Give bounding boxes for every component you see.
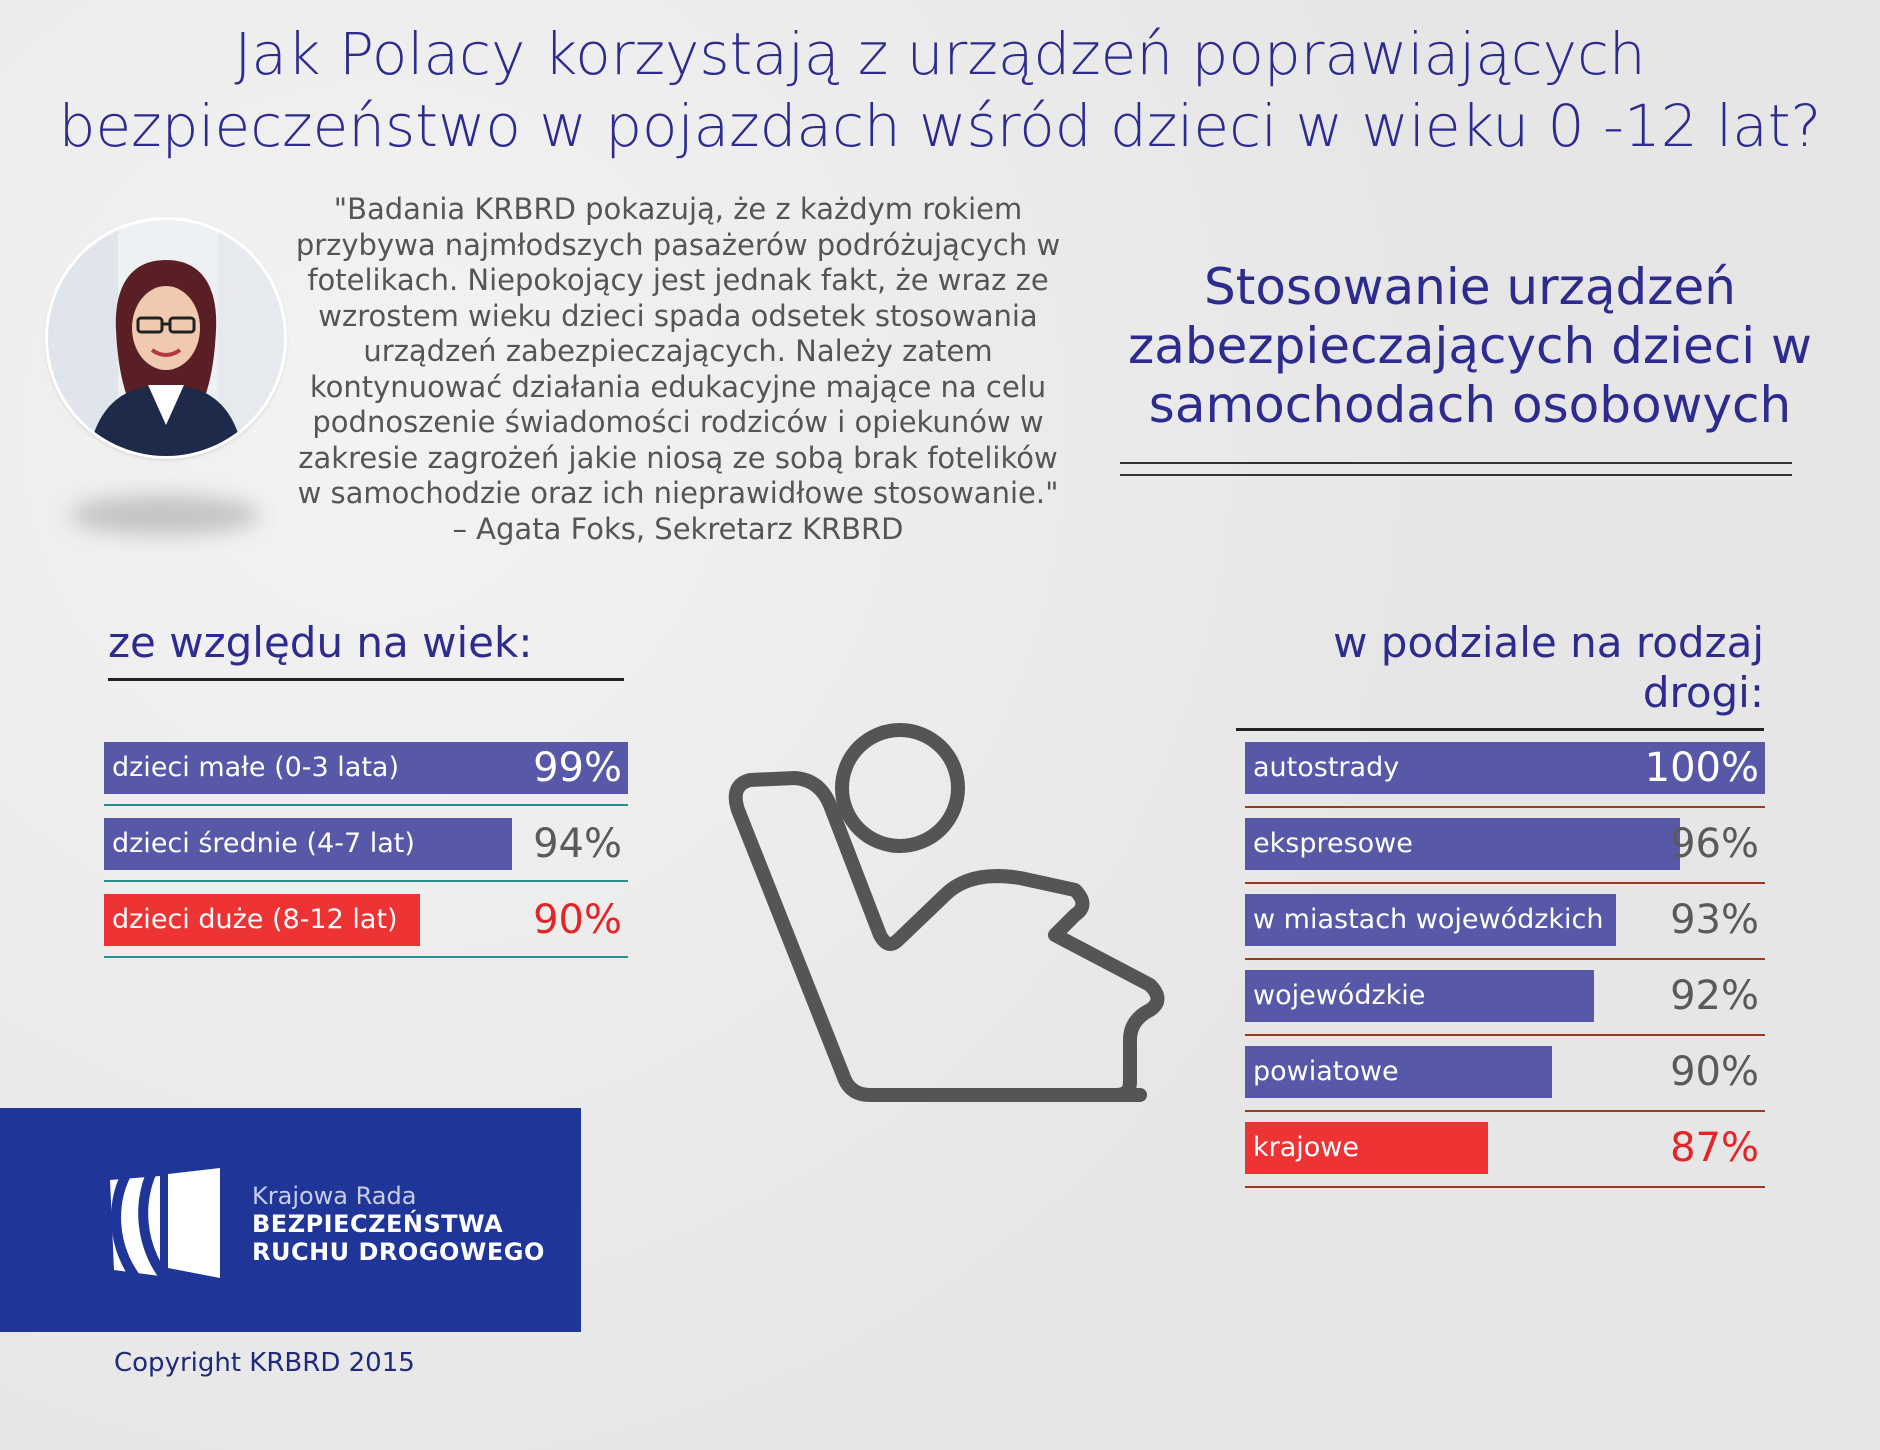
bar: krajowe — [1245, 1122, 1488, 1174]
row-divider — [104, 804, 628, 806]
logo-line-1: Krajowa Rada — [252, 1182, 417, 1210]
logo-line-2: BEZPIECZEŃSTWA — [252, 1210, 504, 1238]
bar-row — [104, 818, 628, 894]
bar-row — [1245, 894, 1765, 970]
title-line-1: Jak Polacy korzystają z urządzeń poprawiających — [234, 20, 1646, 88]
bar: w miastach wojewódzkich — [1245, 894, 1616, 946]
bar-value-label: 90% — [1670, 1049, 1759, 1095]
quote-text: "Badania KRBRD pokazują, że z każdym rokiem przybywa najmłodszych pasażerów podróżujących w fotelikach. Niepokojący jest jednak fakt, że wraz ze wzrostem wieku dzieci spada odsetek stosowania urządzeń zabezpieczających. Należy zatem kontynuować działania edukacyjne mające na celu podnoszenie świadomości rodziców i opiekunów w zakresie zagrożeń jakie niosą ze sobą brak fotelików w samochodzie oraz ich nieprawidłowe stosowanie." — [295, 192, 1061, 510]
section-subtitle: Stosowanie urządzeń zabezpieczających dzieci w samochodach osobowych — [1128, 258, 1812, 434]
bar-value-label: 87% — [1670, 1125, 1759, 1171]
bar-value-label: 92% — [1670, 973, 1759, 1019]
title-line-2: bezpieczeństwo w pojazdach wśród dzieci w wieku 0 -12 lat? — [58, 92, 1822, 160]
bar: wojewódzkie — [1245, 970, 1594, 1022]
bar-value-label: 90% — [533, 897, 622, 943]
road-chart-title: w podziale na rodzaj drogi: — [1236, 618, 1764, 731]
bar-value-label: 94% — [533, 821, 622, 867]
bar-row — [1245, 1046, 1765, 1122]
logo-line-3: RUCHU DROGOWEGO — [252, 1238, 545, 1266]
bar: dzieci średnie (4-7 lat) — [104, 818, 512, 870]
avatar — [48, 220, 284, 456]
bar-row — [1245, 742, 1765, 818]
bar-value-label: 99% — [533, 745, 622, 791]
double-divider — [1120, 462, 1792, 476]
quote-block — [282, 192, 1074, 547]
row-divider — [1245, 882, 1765, 884]
bar: powiatowe — [1245, 1046, 1552, 1098]
bar-row — [1245, 970, 1765, 1046]
krbrd-logo-text — [252, 1182, 545, 1266]
row-divider — [1245, 1110, 1765, 1112]
bar: autostrady — [1245, 742, 1765, 794]
bar-row — [1245, 818, 1765, 894]
person-portrait-icon — [48, 220, 284, 456]
bar-row — [1245, 1122, 1765, 1198]
bar: dzieci małe (0-3 lata) — [104, 742, 628, 794]
bar-row — [104, 742, 628, 818]
bar-value-label: 100% — [1644, 745, 1759, 791]
bar: ekspresowe — [1245, 818, 1680, 870]
row-divider — [1245, 806, 1765, 808]
bar-value-label: 93% — [1670, 897, 1759, 943]
age-chart-title: ze względu na wiek: — [108, 618, 624, 681]
bar-row — [104, 894, 628, 970]
row-divider — [1245, 1186, 1765, 1188]
row-divider — [1245, 958, 1765, 960]
avatar-shadow — [70, 495, 260, 535]
row-divider — [104, 956, 628, 958]
copyright-text: Copyright KRBRD 2015 — [114, 1348, 415, 1378]
row-divider — [1245, 1034, 1765, 1036]
bar-value-label: 96% — [1670, 821, 1759, 867]
quote-author: – Agata Foks, Sekretarz KRBRD — [452, 511, 904, 546]
child-seat-icon — [720, 710, 1180, 1130]
krbrd-logo-icon — [100, 1158, 230, 1288]
bar: dzieci duże (8-12 lat) — [104, 894, 420, 946]
row-divider — [104, 880, 628, 882]
page-title — [0, 18, 1880, 162]
